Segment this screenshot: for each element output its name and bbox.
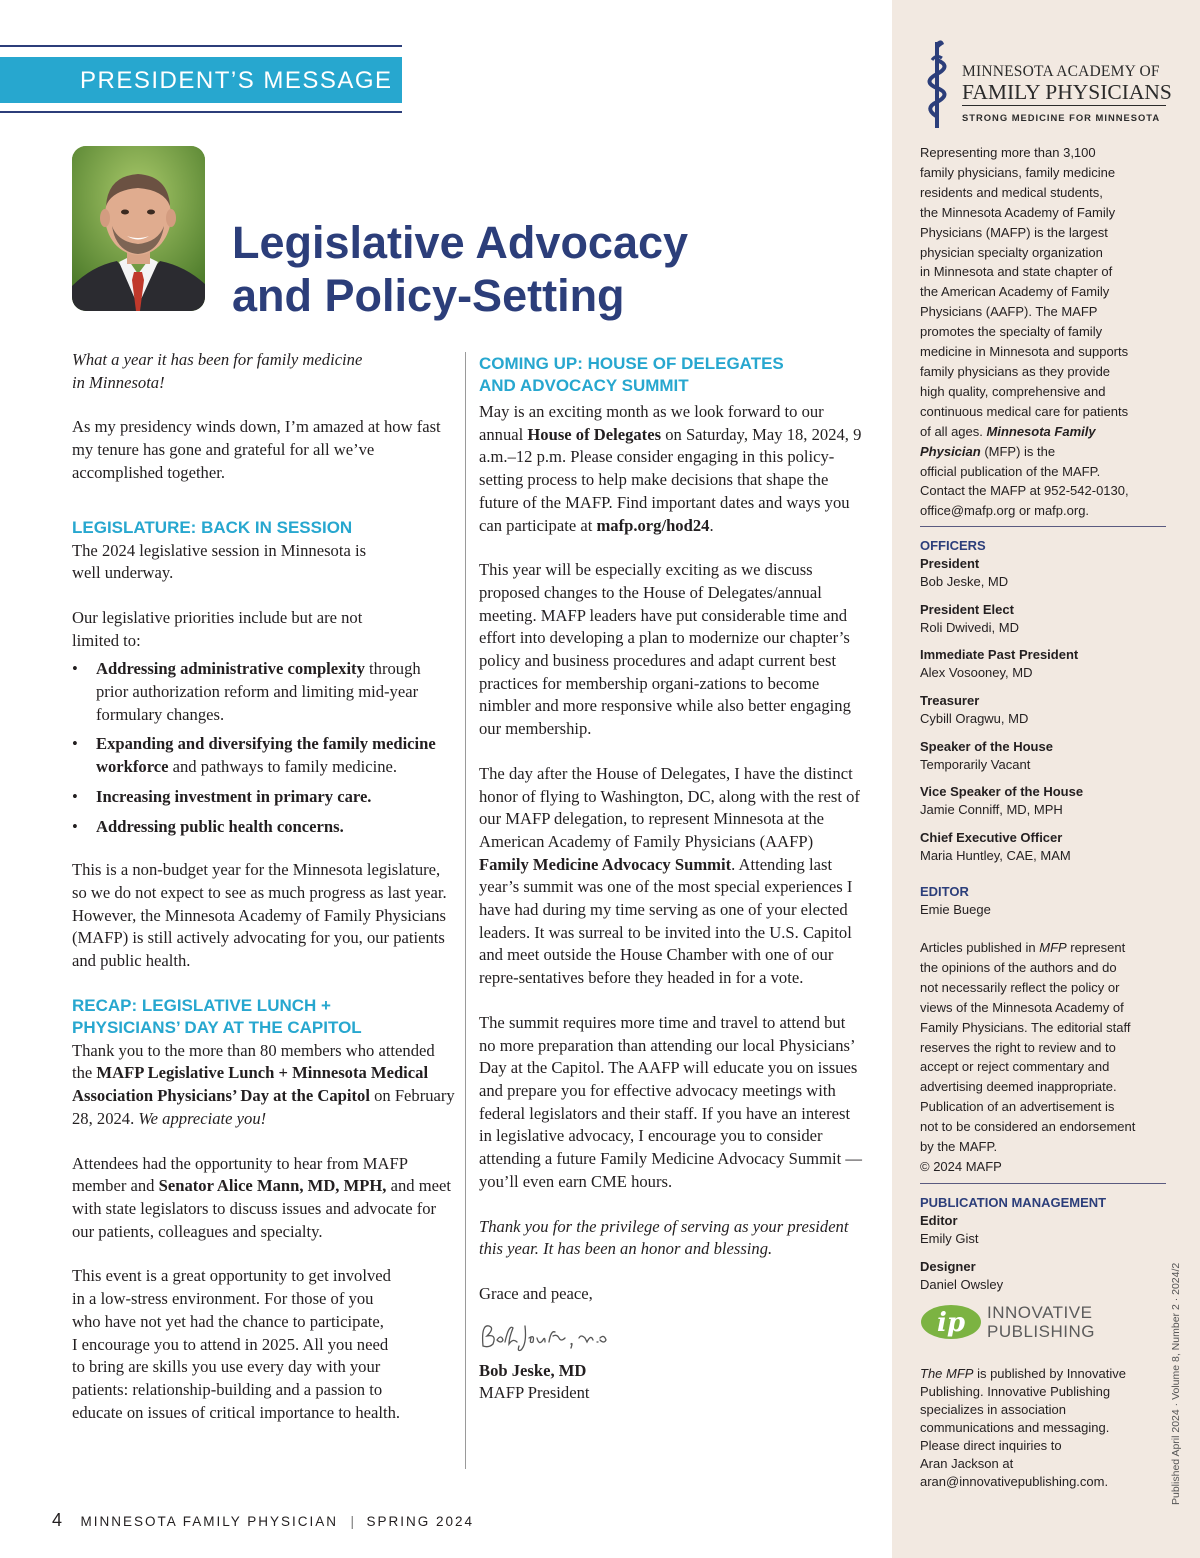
closing-salutation: Grace and peace, xyxy=(479,1283,593,1303)
hod-link[interactable]: mafp.org/hod24 xyxy=(596,515,710,535)
list-item-text: through prior authorization reform and limiting mid-year formulary changes. xyxy=(96,659,421,724)
about-line: residents and medical students, xyxy=(920,184,1103,200)
body-text: on February 28, 2024. xyxy=(72,1086,455,1128)
officer-title: Chief Executive Officer xyxy=(920,830,1063,846)
section-heading-line: PHYSICIANS’ DAY AT THE CAPITOL xyxy=(72,1017,362,1037)
ip-logo-text: PUBLISHING xyxy=(987,1322,1095,1341)
disclaimer-line: Publication of an advertisement is xyxy=(920,1099,1115,1115)
author-portrait xyxy=(72,146,205,311)
pub-name: Daniel Owsley xyxy=(920,1277,1004,1292)
article-column-left xyxy=(72,349,456,1424)
intro-paragraph xyxy=(72,349,456,394)
disclaimer-line: Articles published in xyxy=(920,940,1040,955)
disclaimer-line: not to be considered an endorsement xyxy=(920,1119,1136,1135)
magazine-name: MINNESOTA FAMILY PHYSICIAN xyxy=(80,1514,339,1529)
author-portrait-image xyxy=(72,146,205,311)
officer-title: President xyxy=(920,556,980,571)
officer-name: Bob Jeske, MD xyxy=(920,574,1009,589)
publisher-email[interactable]: aran@innovativepublishing.com. xyxy=(920,1474,1109,1489)
disclaimer-line: advertising deemed inappropriate. xyxy=(920,1079,1117,1095)
article-title xyxy=(232,216,688,322)
about-line: Physicians (AAFP). The MAFP xyxy=(920,304,1098,320)
innovative-publishing-logo-icon xyxy=(920,1304,982,1340)
officer-entry xyxy=(920,738,1172,774)
ip-logo-text: INNOVATIVE xyxy=(987,1303,1093,1322)
officer-title: Speaker of the House xyxy=(920,738,1053,754)
body-line: patients: relationship-building and a passion to xyxy=(72,1379,383,1399)
list-item-bold: Addressing administrative complexity xyxy=(96,659,365,679)
intro-line: in Minnesota! xyxy=(72,372,165,392)
officer-name: Cybill Oragwu, MD xyxy=(920,711,1029,727)
disclaimer-line: Family Physicians. The editorial staff xyxy=(920,1019,1131,1035)
pub-name: Emily Gist xyxy=(920,1231,979,1246)
officer-entry xyxy=(920,692,1172,728)
editor-heading: EDITOR xyxy=(920,884,969,899)
about-line: Contact the MAFP at 952-542-0130, xyxy=(920,483,1129,499)
about-line: promotes the specialty of family xyxy=(920,324,1103,340)
logo-tagline: STRONG MEDICINE FOR MINNESOTA xyxy=(962,112,1161,123)
article-title-line: Legislative Advocacy xyxy=(232,217,689,268)
ip-logo-mark: ip xyxy=(936,1308,966,1338)
about-line: medicine in Minnesota and supports xyxy=(920,344,1129,360)
column-divider xyxy=(465,352,466,1469)
body-line: Our legislative priorities include but are not xyxy=(72,607,363,627)
body-paragraph xyxy=(479,401,863,537)
section-heading: LEGISLATURE: BACK IN SESSION xyxy=(72,517,353,537)
officer-name: Alex Vosooney, MD xyxy=(920,665,1033,681)
section-heading-line: COMING UP: HOUSE OF DELEGATES xyxy=(479,354,784,373)
event-name: House of Delegates xyxy=(527,424,662,444)
pub-title: Designer xyxy=(920,1259,976,1274)
officer-name: Maria Huntley, CAE, MAM xyxy=(920,848,1071,864)
about-line: Representing more than 3,100 xyxy=(920,145,1096,160)
publisher-line: specializes in association xyxy=(920,1402,1066,1417)
publication-info-vertical: Published April 2024 · Volume 8, Number 2 · 2024/2 xyxy=(1170,1262,1182,1505)
disclaimer-line: MFP xyxy=(1039,940,1067,955)
about-line: high quality, comprehensive and xyxy=(920,383,1106,399)
event-name: Family Medicine Advocacy Summit xyxy=(479,854,732,874)
list-item-bold: Increasing investment in primary care. xyxy=(96,786,372,806)
disclaimer-line: reserves the right to review and to xyxy=(920,1039,1116,1055)
banner-rule-bottom xyxy=(0,111,402,113)
logo-text: MINNESOTA ACADEMY OF xyxy=(962,63,1160,80)
footer-separator: | xyxy=(350,1514,354,1529)
about-line: the American Academy of Family xyxy=(920,284,1110,300)
officer-name: Jamie Conniff, MD, MPH xyxy=(920,802,1063,818)
officer-name: Temporarily Vacant xyxy=(920,756,1031,772)
speaker-name: Senator Alice Mann, MD, MPH, xyxy=(158,1176,387,1196)
publisher-line: communications and messaging. xyxy=(920,1420,1110,1435)
body-paragraph xyxy=(479,763,863,990)
about-line: in Minnesota and state chapter of xyxy=(920,264,1113,280)
publisher-line: The MFP xyxy=(920,1366,974,1381)
body-paragraph xyxy=(72,540,456,585)
mafp-logo-icon xyxy=(922,38,952,135)
publisher-line: Publishing. Innovative Publishing xyxy=(920,1384,1111,1399)
copyright: © 2024 MAFP xyxy=(920,1158,1002,1174)
body-text: on Saturday, May 18, 2024, 9 a.m.–12 p.m. Please consider engaging in this policy-setting process to help make decisions that shape the future of the MAFP. Find important dates and ways you can participate at xyxy=(479,424,862,535)
innovative-publishing-logo xyxy=(920,1304,1120,1344)
publication-name: Physician xyxy=(920,443,981,459)
list-item xyxy=(72,733,456,778)
body-text: May is an exciting month as we look forward to our annual xyxy=(479,402,824,444)
disclaimer-line: accept or reject commentary and xyxy=(920,1059,1110,1075)
intro-line: What a year it has been for family medicine xyxy=(72,350,363,369)
signature-name-text: Bob Jeske, MD xyxy=(479,1360,587,1380)
body-line: in a low-stress environment. For those of you xyxy=(72,1289,374,1309)
page-number: 4 xyxy=(52,1510,63,1530)
section-banner-label: PRESIDENT’S MESSAGE xyxy=(80,67,393,94)
list-item xyxy=(72,786,456,809)
officer-entry xyxy=(920,646,1172,682)
disclaimer-line: represent xyxy=(1066,940,1126,955)
publisher-line: Aran Jackson at xyxy=(920,1456,1014,1471)
body-text: Thank you to the more than 80 members who attended the xyxy=(72,1040,435,1083)
body-paragraph xyxy=(72,607,456,652)
section-heading-line: AND ADVOCACY SUMMIT xyxy=(479,376,689,395)
section-heading xyxy=(72,995,456,1039)
body-line: educate on issues of critical importance to health. xyxy=(72,1402,401,1422)
body-text: . xyxy=(709,515,714,535)
about-text xyxy=(920,143,1172,521)
officer-entry xyxy=(920,783,1172,819)
body-line: The 2024 legislative session in Minnesota is xyxy=(72,540,367,560)
about-line: Physicians (MAFP) is the largest xyxy=(920,224,1108,240)
pub-entry xyxy=(920,1258,1172,1294)
list-item-text: and pathways to family medicine. xyxy=(168,757,398,777)
body-line: who have not yet had the chance to participate, xyxy=(72,1311,384,1331)
publisher-text xyxy=(920,1365,1172,1491)
body-emphasis: We appreciate you! xyxy=(138,1108,267,1128)
publication-management xyxy=(920,1194,1172,1304)
section-heading-line: RECAP: LEGISLATIVE LUNCH + xyxy=(72,995,331,1015)
officer-entry xyxy=(920,601,1172,637)
section-heading xyxy=(479,353,863,397)
about-line: (MFP) is the xyxy=(980,443,1056,459)
officer-entry xyxy=(920,555,1172,591)
closing-paragraph: Thank you for the privilege of serving as your president this year. It has been an honor and blessing. xyxy=(479,1216,849,1259)
body-line: well underway. xyxy=(72,563,174,583)
officers-heading: OFFICERS xyxy=(920,538,986,553)
list-item xyxy=(72,816,456,839)
about-line: continuous medical care for patients xyxy=(920,403,1129,419)
body-text: The day after the House of Delegates, I have the distinct honor of flying to Washington, DC, along with the rest of our MAFP delegation, to represent Minnesota at the American Academy of Family Physicians (AAFP) xyxy=(479,763,860,851)
officer-entry xyxy=(920,829,1172,865)
about-line: physician specialty organization xyxy=(920,244,1103,260)
about-line: the Minnesota Academy of Family xyxy=(920,204,1116,220)
body-paragraph: This is a non-budget year for the Minnesota legislature, so we do not expect to see as much progress as last year. However, the Minnesota Academy of Family Physicians (MAFP) is still actively advocating for you, our patients and public health. xyxy=(72,860,447,971)
pub-title: Editor xyxy=(920,1213,958,1228)
about-line: family physicians, family medicine xyxy=(920,164,1116,180)
body-line: I encourage you to attend in 2025. All you need xyxy=(72,1334,389,1354)
article-title-line: and Policy-Setting xyxy=(232,270,625,321)
issue-name: SPRING 2024 xyxy=(366,1514,474,1529)
publisher-line: Please direct inquiries to xyxy=(920,1438,1062,1453)
publisher-line: is published by Innovative xyxy=(973,1366,1126,1381)
disclaimer-line: the opinions of the authors and do xyxy=(920,959,1117,975)
event-name: MAFP Legislative Lunch + Minnesota Medical Association Physicians’ Day at the Capitol xyxy=(72,1063,429,1106)
body-paragraph: As my presidency winds down, I’m amazed at how fast my tenure has gone and grateful for all we’ve accomplished together. xyxy=(72,417,441,482)
body-line: limited to: xyxy=(72,630,141,650)
pub-entry xyxy=(920,1212,1172,1248)
disclaimer-text xyxy=(920,938,1172,1177)
list-item xyxy=(72,658,456,726)
article-column-right xyxy=(479,353,863,1405)
body-text: and meet with state legislators to discuss issues and advocate for our patients, colleagues and specialty. xyxy=(72,1176,451,1241)
about-line: family physicians as they provide xyxy=(920,363,1111,379)
officer-title: President Elect xyxy=(920,601,1014,617)
disclaimer-line: not necessarily reflect the policy or xyxy=(920,979,1120,995)
signature xyxy=(479,1316,863,1360)
officer-title: Treasurer xyxy=(920,693,980,709)
masthead-sidebar xyxy=(892,0,1200,1558)
officers-list xyxy=(920,537,1172,875)
sidebar-divider xyxy=(920,1183,1166,1184)
signature-name xyxy=(479,1360,863,1383)
body-paragraph xyxy=(72,1265,456,1424)
disclaimer-line: by the MAFP. xyxy=(920,1139,998,1155)
body-text: . Attending last year’s summit was one of the most special experiences I have had during my time serving as one of your elected leaders. It was surreal to be invited into the U.S. Capitol and meet outside the House Chamber with one of our repre-sentatives before they headed in for a vote. xyxy=(479,854,853,988)
body-paragraph xyxy=(72,1153,456,1244)
signature-image xyxy=(479,1316,609,1356)
list-item-bold: Addressing public health concerns. xyxy=(96,816,344,836)
publication-heading: PUBLICATION MANAGEMENT xyxy=(920,1195,1107,1210)
list-item-bold: Expanding and diversifying the family medicine workforce xyxy=(96,734,436,777)
body-paragraph: This year will be especially exciting as we discuss proposed changes to the House of Delegates/annual meeting. MAFP leaders have put considerable time and effort into developing a plan to modernize our chapter’s policy and business procedures and adapt current best practices for membership organi-zations to become nimbler and more responsive while also better engaging our membership. xyxy=(479,560,851,739)
disclaimer-line: views of the Minnesota Academy of xyxy=(920,999,1124,1015)
about-line: official publication of the MAFP. xyxy=(920,463,1101,479)
body-paragraph xyxy=(72,1040,456,1131)
sidebar-divider xyxy=(920,526,1166,527)
body-line: This event is a great opportunity to get involved xyxy=(72,1266,391,1286)
section-banner xyxy=(0,57,402,103)
officer-title: Vice Speaker of the House xyxy=(920,784,1084,800)
signature-title: MAFP President xyxy=(479,1383,590,1403)
officer-name: Roli Dwivedi, MD xyxy=(920,619,1019,635)
priority-list xyxy=(72,658,456,838)
about-line: of all ages. xyxy=(920,423,987,439)
publication-name: Minnesota Family xyxy=(986,423,1096,439)
body-line: to bring are skills you use every day with your xyxy=(72,1357,381,1377)
page-footer xyxy=(52,1510,474,1531)
editor-name: Emie Buege xyxy=(920,902,991,917)
banner-rule-top xyxy=(0,45,402,47)
editor-block xyxy=(920,883,1172,919)
logo-rule xyxy=(962,105,1166,106)
officer-title: Immediate Past President xyxy=(920,647,1079,663)
body-paragraph: The summit requires more time and travel to attend but no more preparation than attending our local Physicians’ Day at the Capitol. The AAFP will educate you on issues and prepare you for effective advocacy meetings with federal legislators and their staff. If you have an interest in legislative advocacy, I encourage you to consider attending a future Family Medicine Advocacy Summit — you’ll even earn CME hours. xyxy=(479,1012,862,1191)
body-text: Attendees had the opportunity to hear from MAFP member and xyxy=(72,1153,408,1196)
about-line: office@mafp.org or mafp.org. xyxy=(920,503,1090,519)
logo-text: FAMILY PHYSICIANS xyxy=(962,80,1172,104)
